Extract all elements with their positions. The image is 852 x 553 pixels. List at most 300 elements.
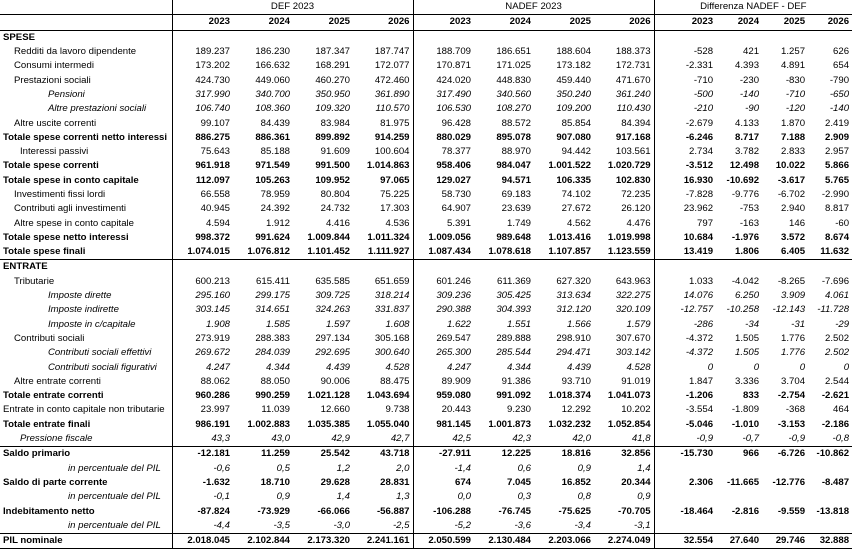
row-label: Saldo primario [3,448,71,460]
value-cell: 74.102 [561,189,592,200]
value-cell: 313.634 [556,290,592,302]
value-cell: -9.776 [731,189,760,200]
value-cell: 187.347 [315,46,350,58]
year-header: 2025 [534,15,594,30]
value-cell: -5.046 [654,418,716,432]
value-cell: 0 [753,361,760,373]
value-cell: 5.765 [825,174,850,186]
value-cell: -34 [745,318,760,330]
value-cell: 18.816 [561,448,592,460]
value-cell: 361.890 [374,88,410,100]
value-cell: 88.970 [501,146,532,158]
header-corner [0,0,172,15]
value-cell: 6.250 [735,290,760,302]
value-cell: 643.963 [615,275,651,287]
value-cell: -31 [791,318,806,330]
table-row [0,346,852,360]
value-cell: 1.009.056 [413,231,474,245]
value-cell: -500 [654,88,716,102]
value-cell: -286 [654,318,716,332]
value-cell [594,260,654,275]
table-row [0,504,852,518]
table-row [0,45,852,59]
value-cell: 20.443 [413,403,474,417]
value-cell: -18.464 [654,504,716,518]
value-cell: 4.528 [626,361,651,373]
value-cell: 166.632 [255,60,290,72]
value-cell: 1.009.844 [307,231,350,243]
value-cell: 318.214 [374,290,410,302]
value-cell: 105.263 [255,174,290,186]
value-cell: 958.406 [413,159,474,173]
value-cell: 298.910 [556,332,592,344]
value-cell: 80.804 [320,189,350,200]
value-cell: 1.579 [626,318,651,330]
value-cell: 1.847 [654,375,716,389]
value-cell: -12.776 [772,476,806,488]
value-cell: 273.919 [172,332,233,346]
value-cell: 13.419 [654,245,716,260]
value-cell: 4.247 [172,360,233,374]
value-cell: 23.639 [501,203,532,215]
value-cell: 303.145 [172,303,233,317]
value-cell: 990.259 [255,390,290,402]
value-cell: 72.235 [621,189,651,200]
value-cell: 305.168 [374,332,410,344]
value-cell: -8.265 [777,275,806,287]
value-cell: 959.080 [413,389,474,403]
value-cell: 895.078 [496,131,532,143]
table-row [0,490,852,504]
row-label: Contributi sociali figurativi [48,361,157,373]
value-cell: -10.862 [816,448,850,460]
value-cell: 907.080 [556,131,592,143]
value-cell [534,30,594,45]
value-cell [233,30,293,45]
value-cell: 5.866 [825,160,850,172]
value-cell: 960.286 [172,389,233,403]
value-cell: 4.439 [325,361,350,373]
value-cell: 106.335 [556,174,592,186]
value-cell: 600.213 [172,275,233,289]
value-cell: -140 [829,103,850,115]
row-label: in percentuale del PIL [68,462,161,474]
value-cell: 2.102.844 [233,533,293,548]
table-row [0,88,852,102]
value-cell [762,462,808,476]
value-cell: 171.025 [496,60,532,72]
table-row [0,245,852,260]
value-cell: 1.021.128 [307,390,350,402]
value-cell: 0,6 [517,462,532,474]
value-cell: 2.502 [825,347,850,359]
row-label: Imposte dirette [48,290,112,302]
value-cell: 172.731 [615,60,651,72]
value-cell: 1.076.812 [233,245,293,260]
value-cell: 361.240 [615,88,651,100]
table-row [0,289,852,303]
table-row [0,476,852,490]
value-cell: -1,4 [413,462,474,476]
row-label: PIL nominale [0,533,172,548]
value-cell: 189.237 [172,45,233,59]
value-cell: -1.632 [172,476,233,490]
value-cell: 0,9 [276,491,290,503]
row-label: Imposte in c/capitale [48,318,136,330]
table-row [0,59,852,73]
value-cell: 97.065 [380,174,410,186]
row-label: SPESE [0,30,172,45]
value-cell [762,490,808,504]
value-cell: -3,1 [594,519,654,534]
value-cell [654,260,716,275]
value-cell: -0,8 [808,432,852,447]
value-cell: 5.391 [413,216,474,230]
value-cell: 340.700 [255,88,290,100]
value-cell: 3.782 [735,146,760,158]
year-header: 2026 [353,15,413,30]
value-cell: 324.263 [315,304,350,316]
value-cell: 1.019.998 [607,231,651,243]
row-label: Consumi intermedi [14,60,94,72]
year-header-row [0,15,852,30]
value-cell: 1.055.040 [366,418,410,430]
value-cell: 1.002.883 [247,418,290,430]
value-cell: 285.544 [496,347,532,359]
value-cell: 78.377 [413,145,474,159]
value-cell: 4.562 [567,217,592,229]
value-cell: -2.679 [654,116,716,130]
row-label: Altre spese in conto capitale [14,217,134,229]
value-cell: 1.001.873 [488,418,532,430]
year-header: 2025 [762,15,808,30]
value-cell: 1.013.416 [548,231,592,243]
value-cell: 88.050 [260,375,290,387]
value-cell: -13.818 [816,505,850,517]
value-cell: 11.039 [261,404,290,416]
value-cell: 1.585 [265,318,290,330]
value-cell: 106.530 [413,102,474,116]
value-cell [172,30,233,45]
value-cell: 3.336 [735,375,760,387]
value-cell: -4,4 [172,519,233,534]
value-cell: 2.203.066 [534,533,594,548]
value-cell: 66.558 [172,188,233,202]
value-cell: 880.029 [413,131,474,145]
value-cell: -0,9 [654,432,716,447]
value-cell: -90 [745,103,760,115]
value-cell: -2.186 [821,418,850,430]
value-cell: 991.624 [255,231,290,243]
value-cell: 1.043.694 [366,390,410,402]
value-cell: -0,6 [172,462,233,476]
value-cell: 188.709 [413,45,474,59]
value-cell: 10.022 [775,160,806,172]
value-cell: 2.130.484 [474,533,534,548]
value-cell [716,490,762,504]
value-cell [293,30,353,45]
row-label: Totale spese netto interessi [3,231,129,243]
value-cell: 0,9 [637,491,651,503]
year-header: 2026 [808,15,852,30]
value-cell: -4.042 [731,275,760,287]
value-cell: 984.047 [496,160,532,172]
value-cell: -0,9 [762,432,808,447]
value-cell: -710 [785,88,806,100]
value-cell: 78.959 [260,189,290,200]
value-cell: 1.551 [507,318,532,330]
value-cell: 43.718 [380,448,410,460]
table-row [0,260,852,275]
row-label: Pensioni [48,88,85,100]
value-cell: -3,6 [474,519,534,534]
value-cell [534,260,594,275]
row-label: Contributi sociali effettivi [48,347,152,359]
value-cell: 20.344 [621,476,651,488]
value-cell: 886.275 [172,131,233,145]
value-cell: 4.247 [413,360,474,374]
value-cell: 833 [743,390,760,402]
value-cell: 1.041.073 [607,390,651,402]
value-cell: 93.710 [561,375,592,387]
value-cell: 459.440 [556,74,592,86]
value-cell: 1.087.434 [413,245,474,260]
value-cell: 654 [833,60,850,72]
value-cell: 8.717 [735,131,760,143]
value-cell: 971.549 [255,160,290,172]
value-cell: 424.020 [413,73,474,87]
value-cell: 84.394 [621,117,651,129]
row-label: Redditi da lavoro dipendente [14,46,137,58]
table-row [0,102,852,116]
value-cell: -3.153 [777,418,806,430]
value-cell: 7.045 [507,476,532,488]
value-cell: 94.571 [501,174,532,186]
value-cell: 1.908 [172,318,233,332]
value-cell: 10.684 [654,231,716,245]
value-cell: 173.202 [172,59,233,73]
value-cell: -7.828 [654,188,716,202]
value-cell: 24.392 [260,203,290,215]
year-header: 2023 [413,15,474,30]
value-cell: 108.270 [496,103,532,115]
value-cell: -3,0 [293,519,353,534]
value-cell: 4.439 [567,361,592,373]
value-cell: 899.892 [315,131,350,143]
value-cell: 27.640 [716,533,762,548]
value-cell: 312.120 [556,304,592,316]
value-cell: -6.246 [654,131,716,145]
value-cell: 42,3 [474,432,534,447]
value-cell: 64.907 [413,202,474,216]
value-cell: 2.018.045 [172,533,233,548]
value-cell: 1.776 [781,347,806,359]
value-cell: 170.871 [413,59,474,73]
value-cell [808,490,852,504]
value-cell: 9.230 [507,404,532,416]
value-cell: 1.078.618 [474,245,534,260]
value-cell: 28.831 [380,476,410,488]
value-cell [413,260,474,275]
row-label: Pressione fiscale [0,432,172,447]
table-row [0,131,852,145]
value-cell: -0,7 [716,432,762,447]
row-label: Imposte indirette [48,304,119,316]
value-cell [716,30,762,45]
value-cell: 288.383 [255,332,290,344]
value-cell: 3.704 [781,375,806,387]
value-cell: 1.033 [654,275,716,289]
value-cell: 1.052.854 [607,418,651,430]
table-row [0,418,852,432]
value-cell: 99.107 [172,116,233,130]
value-cell [594,30,654,45]
value-cell: 29.628 [320,476,350,488]
value-cell: -120 [785,103,806,115]
value-cell: 350.240 [556,88,592,100]
value-cell: 0,5 [276,462,290,474]
value-cell: 635.585 [315,275,350,287]
table-body [0,30,852,549]
value-cell: 627.320 [556,275,592,287]
value-cell: 91.609 [320,146,350,158]
row-label: Contributi sociali [14,332,85,344]
value-cell: 1.566 [567,318,592,330]
value-cell: 6.405 [762,245,808,260]
value-cell: 18.710 [260,476,290,488]
value-cell: 75.225 [380,189,410,200]
value-cell: -3,5 [233,519,293,534]
value-cell: 24.732 [320,203,350,215]
value-cell: 4.344 [507,361,532,373]
value-cell: -6.726 [777,448,806,460]
value-cell: 81.975 [380,117,410,129]
value-cell: 1.032.232 [548,418,592,430]
value-cell: 991.500 [315,160,350,172]
value-cell: 297.134 [315,332,350,344]
group-header-nadef: NADEF 2023 [413,0,654,15]
value-cell: 23.962 [654,202,716,216]
year-header: 2025 [293,15,353,30]
value-cell: -3.617 [777,174,806,186]
value-cell: -830 [785,74,806,86]
value-cell: 172.077 [374,60,410,72]
value-cell: -1.010 [731,418,760,430]
value-cell: 89.909 [413,375,474,389]
value-cell [808,519,852,534]
value-cell: 2.173.320 [293,533,353,548]
table-row [0,447,852,462]
value-cell: 12.225 [501,448,532,460]
value-cell: 168.291 [315,60,350,72]
value-cell: 601.246 [413,275,474,289]
value-cell: 16.930 [654,174,716,188]
value-cell: 1.074.015 [172,245,233,260]
year-header: 2024 [474,15,534,30]
value-cell [654,519,716,534]
value-cell: 0,0 [413,490,474,504]
value-cell: 186.651 [496,46,532,58]
value-cell [762,260,808,275]
header-corner [0,15,172,30]
value-cell: 103.561 [615,146,651,158]
value-cell: 3.909 [781,290,806,302]
year-header: 2024 [233,15,293,30]
value-cell: -5,2 [413,519,474,534]
value-cell: 85.854 [561,117,592,129]
value-cell: 292.695 [315,347,350,359]
value-cell: -75.625 [558,505,592,517]
value-cell: 0 [799,361,806,373]
value-cell: 40.945 [172,202,233,216]
value-cell: -106.288 [413,504,474,518]
table-row [0,188,852,202]
value-cell: 317.990 [172,88,233,102]
value-cell [474,260,534,275]
value-cell: 4.344 [265,361,290,373]
value-cell: -753 [739,203,760,215]
value-cell [293,260,353,275]
value-cell: 265.300 [413,346,474,360]
value-cell: 88.475 [380,375,410,387]
value-cell: 1.035.385 [307,418,350,430]
value-cell: -12.181 [172,447,233,462]
value-cell: -3.554 [654,403,716,417]
value-cell: 4.476 [626,217,651,229]
value-cell: 173.182 [556,60,592,72]
value-cell: 300.640 [374,347,410,359]
value-cell: -528 [654,45,716,59]
value-cell: 961.918 [172,159,233,173]
value-cell [654,462,716,476]
value-cell: 471.670 [615,74,651,86]
value-cell: 886.361 [255,131,290,143]
row-label: Totale entrate correnti [3,390,104,402]
value-cell: 991.092 [496,390,532,402]
value-cell: 2.544 [825,375,850,387]
value-cell: 299.175 [255,290,290,302]
table-row [0,462,852,476]
value-cell: 58.730 [413,188,474,202]
value-cell: 27.672 [561,203,592,215]
value-cell: -710 [654,73,716,87]
value-cell: 4.393 [735,60,760,72]
value-cell: 106.740 [172,102,233,116]
value-cell: 611.369 [497,275,532,287]
row-label: Altre entrate correnti [14,375,101,387]
value-cell: 88.572 [501,117,532,129]
value-cell: 2.734 [654,145,716,159]
value-cell [808,462,852,476]
value-cell: 448.830 [496,74,532,86]
value-cell: -2.331 [654,59,716,73]
value-cell: 11.259 [261,448,290,460]
value-cell [762,30,808,45]
value-cell: 109.952 [315,174,350,186]
value-cell: 1.101.452 [293,245,353,260]
value-cell: 1.001.522 [548,160,592,172]
value-cell: 421 [743,46,760,58]
value-cell: -0,1 [172,490,233,504]
value-cell: 1.608 [385,318,410,330]
value-cell: -12.143 [772,304,806,316]
value-cell: 1.806 [716,245,762,260]
value-cell: -11.728 [817,304,850,316]
value-cell: -1.206 [654,389,716,403]
value-cell: 43,3 [172,432,233,447]
value-cell: -1.976 [731,231,760,243]
row-label: Totale spese finali [0,245,172,260]
